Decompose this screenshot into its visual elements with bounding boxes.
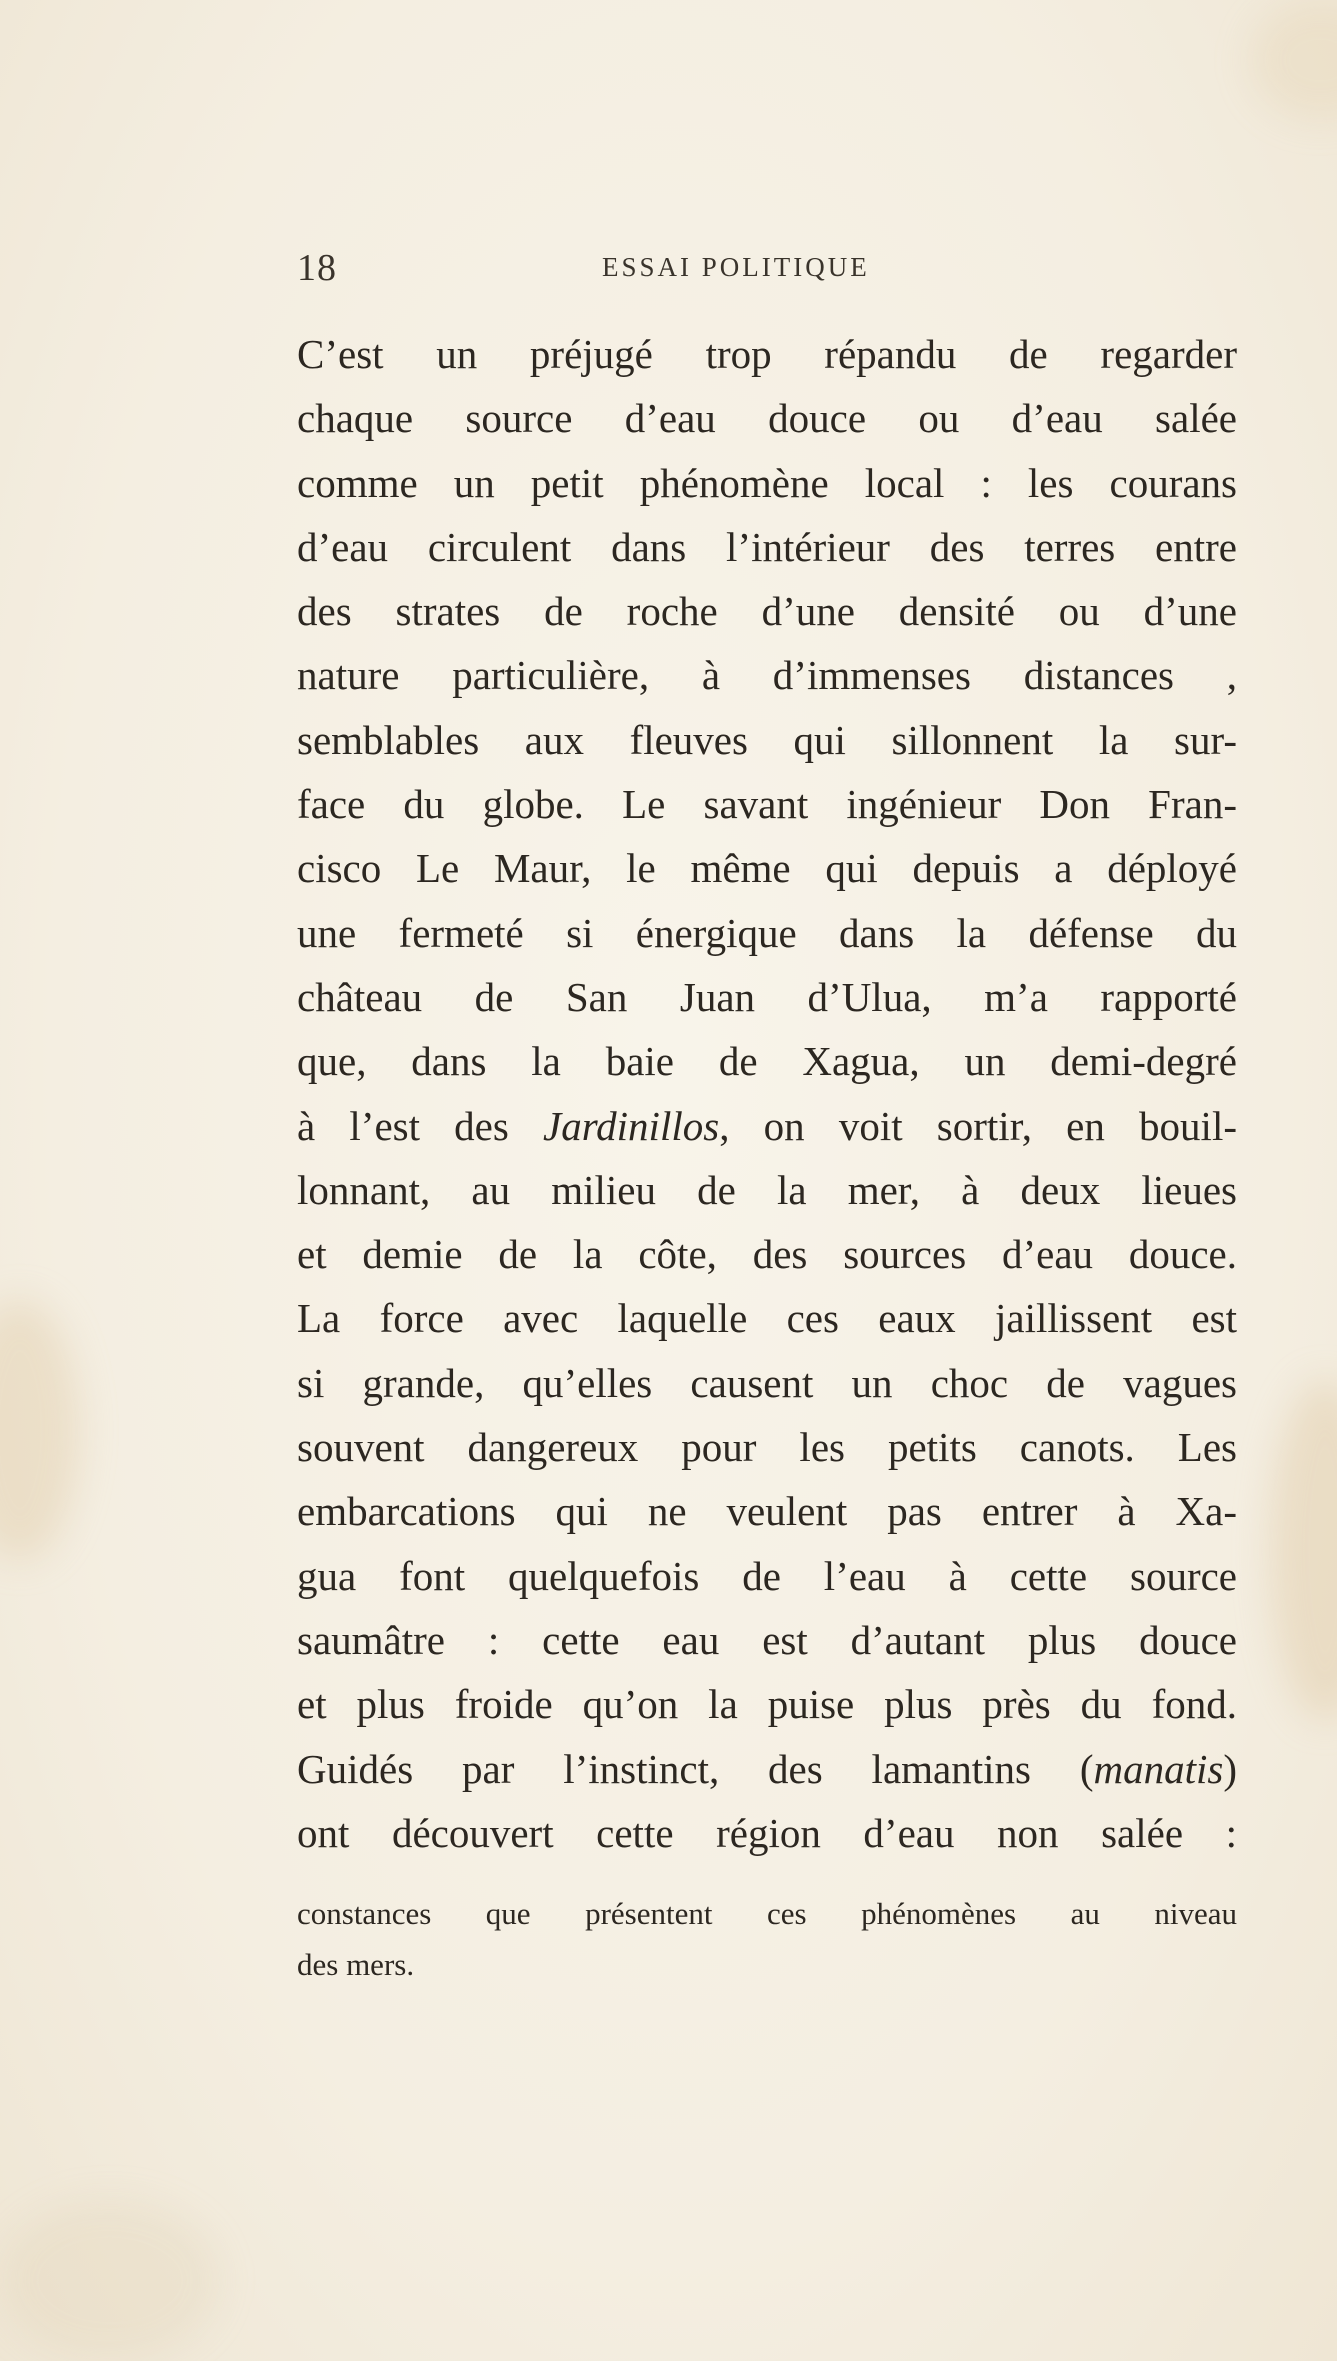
text-fragment: , on voit sortir, en bouil- (719, 1102, 1237, 1149)
text-line: château de San Juan d’Ulua, m’a rapporté (297, 973, 1237, 1020)
text-fragment: à l’est des (297, 1102, 544, 1149)
footnote-line: des mers. (297, 1947, 415, 1982)
text-fragment: ) (1223, 1745, 1237, 1792)
text-line: embarcations qui ne veulent pas entrer à Xa- (297, 1488, 1237, 1535)
text-line: d’eau circulent dans l’intérieur des terres entre (297, 523, 1237, 570)
text-line: souvent dangereux pour les petits canots. Les (297, 1424, 1237, 1471)
text-line: face du globe. Le savant ingénieur Don Fran- (297, 781, 1237, 828)
text-line: des strates de roche d’une densité ou d’une (297, 588, 1237, 635)
paper-stain (1270, 1380, 1337, 1720)
text-line: et demie de la côte, des sources d’eau douce. (297, 1231, 1237, 1278)
text-fragment: Guidés par l’instinct, des lamantins ( (297, 1745, 1094, 1792)
text-line: ont découvert cette région d’eau non salée : (297, 1809, 1237, 1856)
text-line: chaque source d’eau douce ou d’eau salée (297, 395, 1237, 442)
running-title: ESSAI POLITIQUE (602, 252, 870, 282)
text-line: si grande, qu’elles causent un choc de vagues (297, 1359, 1237, 1406)
footnote (297, 1888, 1237, 1990)
text-line: nature particulière, à d’immenses distances , (297, 652, 1237, 699)
italic-term: manatis (1093, 1745, 1224, 1792)
text-line: une fermeté si énergique dans la défense du (297, 909, 1237, 956)
text-line: C’est un préjugé trop répandu de regarder (297, 331, 1237, 377)
text-line: comme un petit phénomène local : les courans (297, 459, 1237, 506)
text-line: et plus froide qu’on la puise plus près du fond. (297, 1681, 1237, 1728)
text-line: La force avec laquelle ces eaux jaillissent est (297, 1295, 1237, 1342)
paper-stain (0, 1300, 80, 1560)
paper-stain (0, 2200, 220, 2360)
text-line: cisco Le Maur, le même qui depuis a déployé (297, 845, 1237, 892)
page-header (297, 246, 1237, 296)
text-line: saumâtre : cette eau est d’autant plus douce (297, 1616, 1237, 1663)
page-number: 18 (297, 247, 337, 289)
paper-stain (1250, 0, 1337, 120)
text-line-with-italic (297, 1094, 1237, 1158)
footnote-line: constances que présentent ces phénomènes au niveau (297, 1896, 1237, 1931)
italic-term: Jardinillos (543, 1102, 720, 1149)
text-line: semblables aux fleuves qui sillonnent la sur- (297, 716, 1237, 763)
text-line: gua font quelquefois de l’eau à cette source (297, 1552, 1237, 1599)
text-line: lonnant, au milieu de la mer, à deux lieues (297, 1166, 1237, 1213)
text-line-with-italic (297, 1737, 1237, 1801)
body-text (297, 322, 1237, 1865)
text-line: que, dans la baie de Xagua, un demi-degré (297, 1038, 1237, 1085)
